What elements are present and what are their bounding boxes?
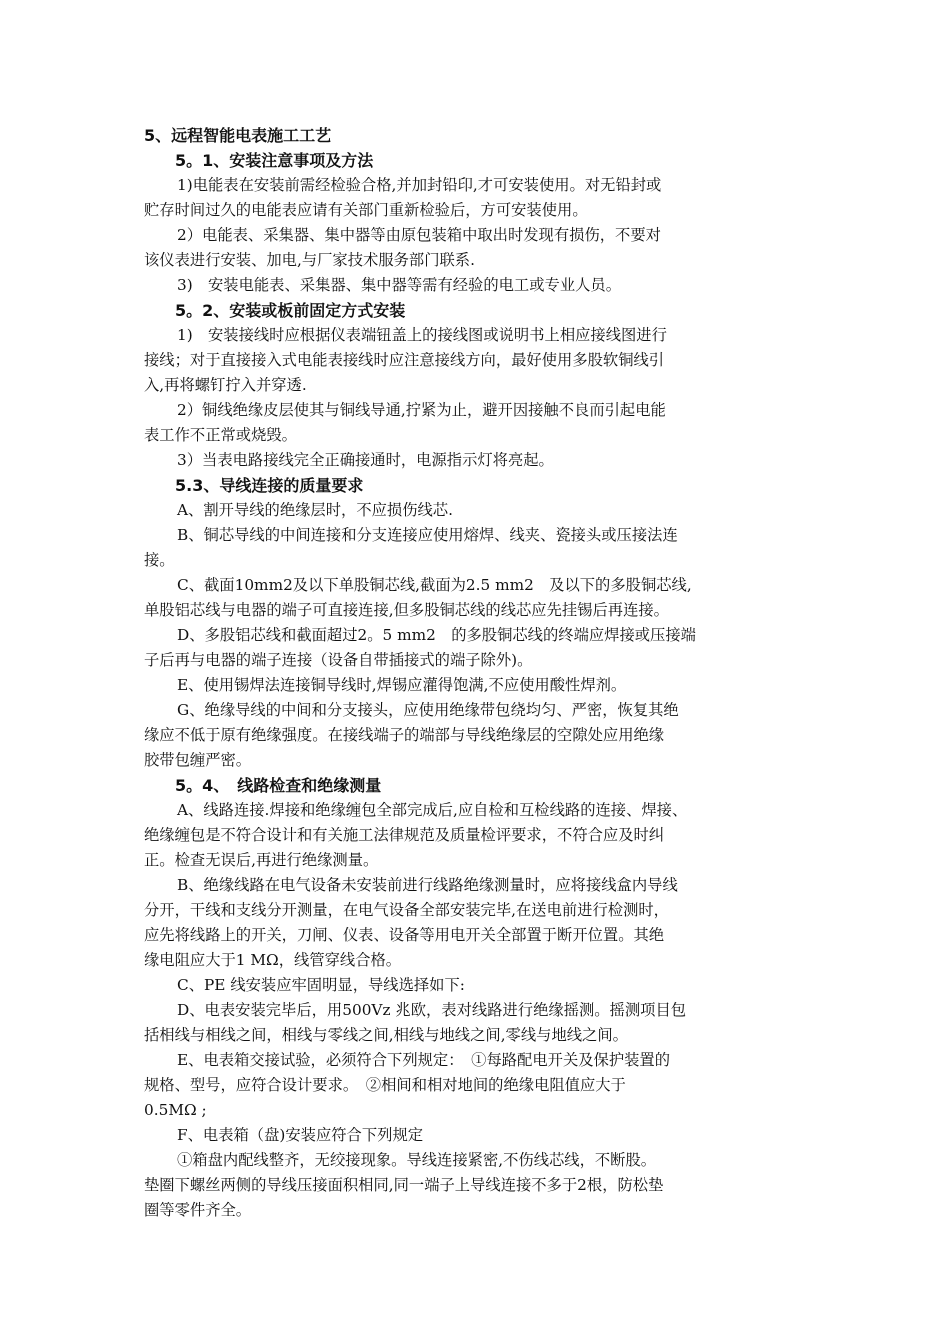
- paragraph: [144, 498, 814, 523]
- paragraph-line: 单股铝芯线与电器的端子可直接连接,但多股铜芯线的线芯应先挂锡后再连接。: [144, 601, 669, 619]
- paragraph-line: D、多股铝芯线和截面超过2。5 mm2 的多股铜芯线的终端应焊接或压接端: [177, 626, 696, 644]
- paragraph-line: B、铜芯导线的中间连接和分支连接应使用熔焊、线夹、瓷接头或压接法连: [177, 526, 678, 544]
- paragraph: [144, 873, 814, 973]
- paragraph: [144, 1148, 814, 1223]
- paragraph-line: ①箱盘内配线整齐，无绞接现象。导线连接紧密,不伤线芯线，不断股。: [177, 1151, 657, 1169]
- section-heading: 5。2、安装或板前固定方式安装: [175, 301, 406, 320]
- paragraph-line: D、电表安装完毕后，用500Vz 兆欧，表对线路进行绝缘摇测。摇测项目包: [177, 1001, 687, 1019]
- paragraph-line: 括相线与相线之间，相线与零线之间,相线与地线之间,零线与地线之间。: [144, 1026, 628, 1044]
- paragraph-line: 2）电能表、采集器、集中器等由原包装箱中取出时发现有损伤，不要对: [177, 226, 661, 244]
- paragraph-line: B、绝缘线路在电气设备未安装前进行线路绝缘测量时，应将接线盒内导线: [177, 876, 678, 894]
- paragraph: [144, 223, 814, 273]
- paragraph-line: A、割开导线的绝缘层时，不应损伤线芯.: [177, 501, 453, 519]
- paragraph: [144, 973, 814, 998]
- paragraph-line: E、电表箱交接试验，必须符合下列规定： ①每路配电开关及保护装置的: [177, 1051, 671, 1069]
- paragraph-line: 圈等零件齐全。: [144, 1201, 252, 1219]
- paragraph-line: 正。检查无误后,再进行绝缘测量。: [144, 851, 379, 869]
- paragraph: [144, 623, 814, 673]
- paragraph-line: C、截面10mm2及以下单股铜芯线,截面为2.5 mm2 及以下的多股铜芯线,: [177, 576, 692, 594]
- paragraph-line: 贮存时间过久的电能表应请有关部门重新检验后，方可安装使用。: [144, 201, 588, 219]
- paragraph-line: 垫圈下螺丝两侧的导线压接面积相同,同一端子上导线连接不多于2根，防松垫: [144, 1176, 664, 1194]
- paragraph-line: G、绝缘导线的中间和分支接头，应使用绝缘带包绕均匀、严密，恢复其绝: [177, 701, 679, 719]
- paragraph: [144, 673, 814, 698]
- document-title: 5、远程智能电表施工工艺: [144, 126, 332, 145]
- paragraph-line: F、电表箱（盘)安装应符合下列规定: [177, 1126, 424, 1144]
- paragraph-line: 绝缘缠包是不符合设计和有关施工法律规范及质量检评要求，不符合应及时纠: [144, 826, 665, 844]
- paragraph-line: 入,再将螺钉拧入并穿透.: [144, 376, 307, 394]
- paragraph-line: 子后再与电器的端子连接（设备自带插接式的端子除外)。: [144, 651, 533, 669]
- paragraph: [144, 398, 814, 448]
- paragraph-line: 接线；对于直接接入式电能表接线时应注意接线方向，最好使用多股软铜线引: [144, 351, 665, 369]
- paragraph: [144, 323, 814, 398]
- paragraph-line: 胶带包缠严密。: [144, 751, 252, 769]
- paragraph-line: 1)电能表在安装前需经检验合格,并加封铅印,才可安装使用。对无铅封或: [177, 176, 662, 194]
- paragraph: [144, 998, 814, 1048]
- paragraph-line: C、PE 线安装应牢固明显，导线选择如下:: [177, 976, 465, 994]
- paragraph-line: 3) 安装电能表、采集器、集中器等需有经验的电工或专业人员。: [177, 276, 622, 294]
- paragraph: [144, 273, 814, 298]
- paragraph-line: 规格、型号，应符合设计要求。 ②相间和相对地间的绝缘电阻值应大于: [144, 1076, 626, 1094]
- paragraph: [144, 1123, 814, 1148]
- paragraph-line: E、使用锡焊法连接铜导线时,焊锡应灌得饱满,不应使用酸性焊剂。: [177, 676, 627, 694]
- paragraph: [144, 173, 814, 223]
- paragraph-line: 该仪表进行安装、加电,与厂家技术服务部门联系.: [144, 251, 475, 269]
- document-body: [144, 123, 814, 1223]
- paragraph: [144, 1048, 814, 1123]
- paragraph: [144, 523, 814, 573]
- paragraph-line: 应先将线路上的开关，刀闸、仪表、设备等用电开关全部置于断开位置。其绝: [144, 926, 665, 944]
- paragraph-line: 3）当表电路接线完全正确接通时，电源指示灯将亮起。: [177, 451, 554, 469]
- paragraph-line: 缘电阻应大于1 MΩ，线管穿线合格。: [144, 951, 402, 969]
- section-heading: 5。4、 线路检查和绝缘测量: [175, 776, 382, 795]
- paragraph: [144, 448, 814, 473]
- paragraph-line: 缘应不低于原有绝缘强度。在接线端子的端部与导线绝缘层的空隙处应用绝缘: [144, 726, 665, 744]
- paragraph-line: A、线路连接.焊接和绝缘缠包全部完成后,应自检和互检线路的连接、焊接、: [177, 801, 688, 819]
- paragraph-line: 分开，干线和支线分开测量，在电气设备全部安装完毕,在送电前进行检测时，: [144, 901, 669, 919]
- section-heading: 5.3、导线连接的质量要求: [175, 476, 364, 495]
- paragraph: [144, 698, 814, 773]
- section-heading: 5。1、安装注意事项及方法: [175, 151, 374, 170]
- paragraph-line: 1) 安装接线时应根据仪表端钮盖上的接线图或说明书上相应接线图进行: [177, 326, 667, 344]
- paragraph-line: 2）铜线绝缘皮层使其与铜线导通,拧紧为止，避开因接触不良而引起电能: [177, 401, 666, 419]
- paragraph-line: 接。: [144, 551, 175, 569]
- paragraph-line: 0.5MΩ ;: [144, 1101, 207, 1119]
- paragraph: [144, 798, 814, 873]
- paragraph: [144, 573, 814, 623]
- paragraph-line: 表工作不正常或烧毁。: [144, 426, 297, 444]
